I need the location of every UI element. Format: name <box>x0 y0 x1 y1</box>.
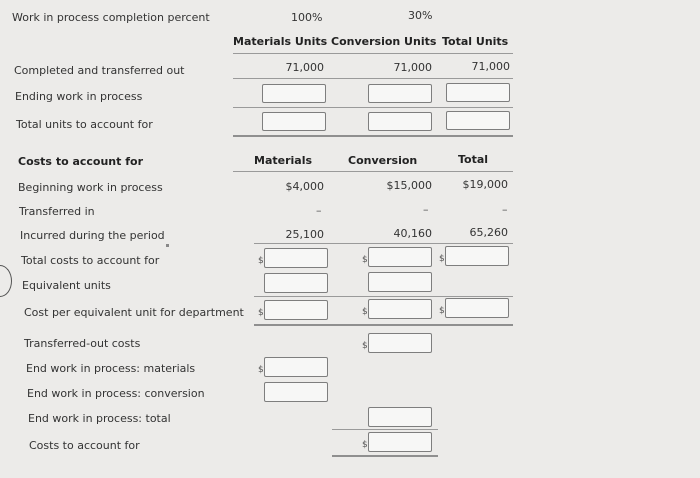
units-double-rule <box>233 135 513 137</box>
conversion-units-header: Conversion Units <box>331 35 437 48</box>
cost-per-unit-total-dollar: $ <box>439 306 445 316</box>
total-units-conversion-input[interactable] <box>368 112 432 131</box>
materials-percent: 100% <box>291 11 323 24</box>
total-costs-conversion-dollar: $ <box>362 255 368 265</box>
end-wip-total-input[interactable] <box>368 407 432 427</box>
completed-transferred-label: Completed and transferred out <box>14 64 185 77</box>
units-header-rule <box>233 53 513 54</box>
costs-to-account-dollar: $ <box>362 440 368 450</box>
units-rule-1 <box>233 78 513 79</box>
end-wip-total-label: End work in process: total <box>28 412 171 425</box>
costs-header-rule <box>233 171 513 172</box>
cost-per-unit-materials-dollar: $ <box>258 308 264 318</box>
costs-double-rule <box>254 324 513 326</box>
conversion-percent: 30% <box>408 9 433 22</box>
cost-per-unit-conversion-dollar: $ <box>362 307 368 317</box>
transferred-in-materials-dash: – <box>316 204 322 217</box>
incurred-period-label: Incurred during the period <box>20 229 165 242</box>
cost-per-unit-total-input[interactable] <box>445 298 509 318</box>
assign-rule <box>332 429 438 430</box>
end-wip-materials-dollar: $ <box>258 365 264 375</box>
costs-to-account-for-label: Costs to account for <box>29 439 140 452</box>
transferred-out-costs-input[interactable] <box>368 333 432 353</box>
equivalent-units-label: Equivalent units <box>22 279 111 292</box>
completed-conversion-units: 71,000 <box>393 61 432 74</box>
end-wip-conversion-label: End work in process: conversion <box>27 387 205 400</box>
incurred-conversion-cost: 40,160 <box>393 227 432 240</box>
total-units-total-input[interactable] <box>446 111 510 130</box>
ending-wip-total-units-input[interactable] <box>446 83 510 102</box>
materials-units-header: Materials Units <box>233 35 328 48</box>
cursor-mark <box>166 244 169 247</box>
equivalent-units-materials-input[interactable] <box>264 273 328 293</box>
total-costs-total-dollar: $ <box>439 254 445 264</box>
costs-total-header: Total <box>458 153 489 166</box>
transferred-in-total-dash: – <box>502 203 508 216</box>
beginning-wip-label: Beginning work in process <box>18 181 163 194</box>
wip-completion-label: Work in process completion percent <box>12 11 210 24</box>
beginning-materials-cost: $4,000 <box>285 180 324 193</box>
costs-to-account-for-input[interactable] <box>368 432 432 452</box>
cost-per-unit-materials-input[interactable] <box>264 300 328 320</box>
total-costs-label: Total costs to account for <box>21 254 160 267</box>
cost-per-unit-conversion-input[interactable] <box>368 299 432 319</box>
total-costs-conversion-input[interactable] <box>368 247 432 267</box>
transferred-out-costs-label: Transferred-out costs <box>24 337 141 350</box>
units-rule-2 <box>233 107 513 108</box>
costs-section-title: Costs to account for <box>18 155 143 168</box>
beginning-total-cost: $19,000 <box>462 178 508 191</box>
assign-double-rule <box>332 455 438 457</box>
total-units-label: Total units to account for <box>16 118 153 131</box>
end-wip-conversion-input[interactable] <box>264 382 328 402</box>
equivalent-units-conversion-input[interactable] <box>368 272 432 292</box>
completed-materials-units: 71,000 <box>285 61 324 74</box>
costs-rule-1 <box>254 243 513 244</box>
circle-marker <box>0 265 12 297</box>
completed-total-units: 71,000 <box>471 60 510 73</box>
total-costs-materials-dollar: $ <box>258 256 264 266</box>
total-costs-materials-input[interactable] <box>264 248 328 268</box>
ending-wip-materials-units-input[interactable] <box>262 84 326 103</box>
transferred-in-conversion-dash: – <box>423 203 429 216</box>
total-units-header: Total Units <box>442 35 509 48</box>
end-wip-materials-label: End work in process: materials <box>26 362 196 375</box>
total-units-materials-input[interactable] <box>262 112 326 131</box>
incurred-total-cost: 65,260 <box>469 226 508 239</box>
transferred-in-label: Transferred in <box>19 205 95 218</box>
costs-conversion-header: Conversion <box>348 154 418 167</box>
total-costs-total-input[interactable] <box>445 246 509 266</box>
end-wip-materials-input[interactable] <box>264 357 328 377</box>
transferred-out-dollar: $ <box>362 341 368 351</box>
ending-wip-conversion-units-input[interactable] <box>368 84 432 103</box>
cost-per-equivalent-unit-label: Cost per equivalent unit for department <box>24 306 244 319</box>
beginning-conversion-cost: $15,000 <box>386 179 432 192</box>
ending-wip-label: Ending work in process <box>15 90 143 103</box>
costs-rule-2 <box>254 296 513 297</box>
incurred-materials-cost: 25,100 <box>285 228 324 241</box>
costs-materials-header: Materials <box>254 154 313 167</box>
